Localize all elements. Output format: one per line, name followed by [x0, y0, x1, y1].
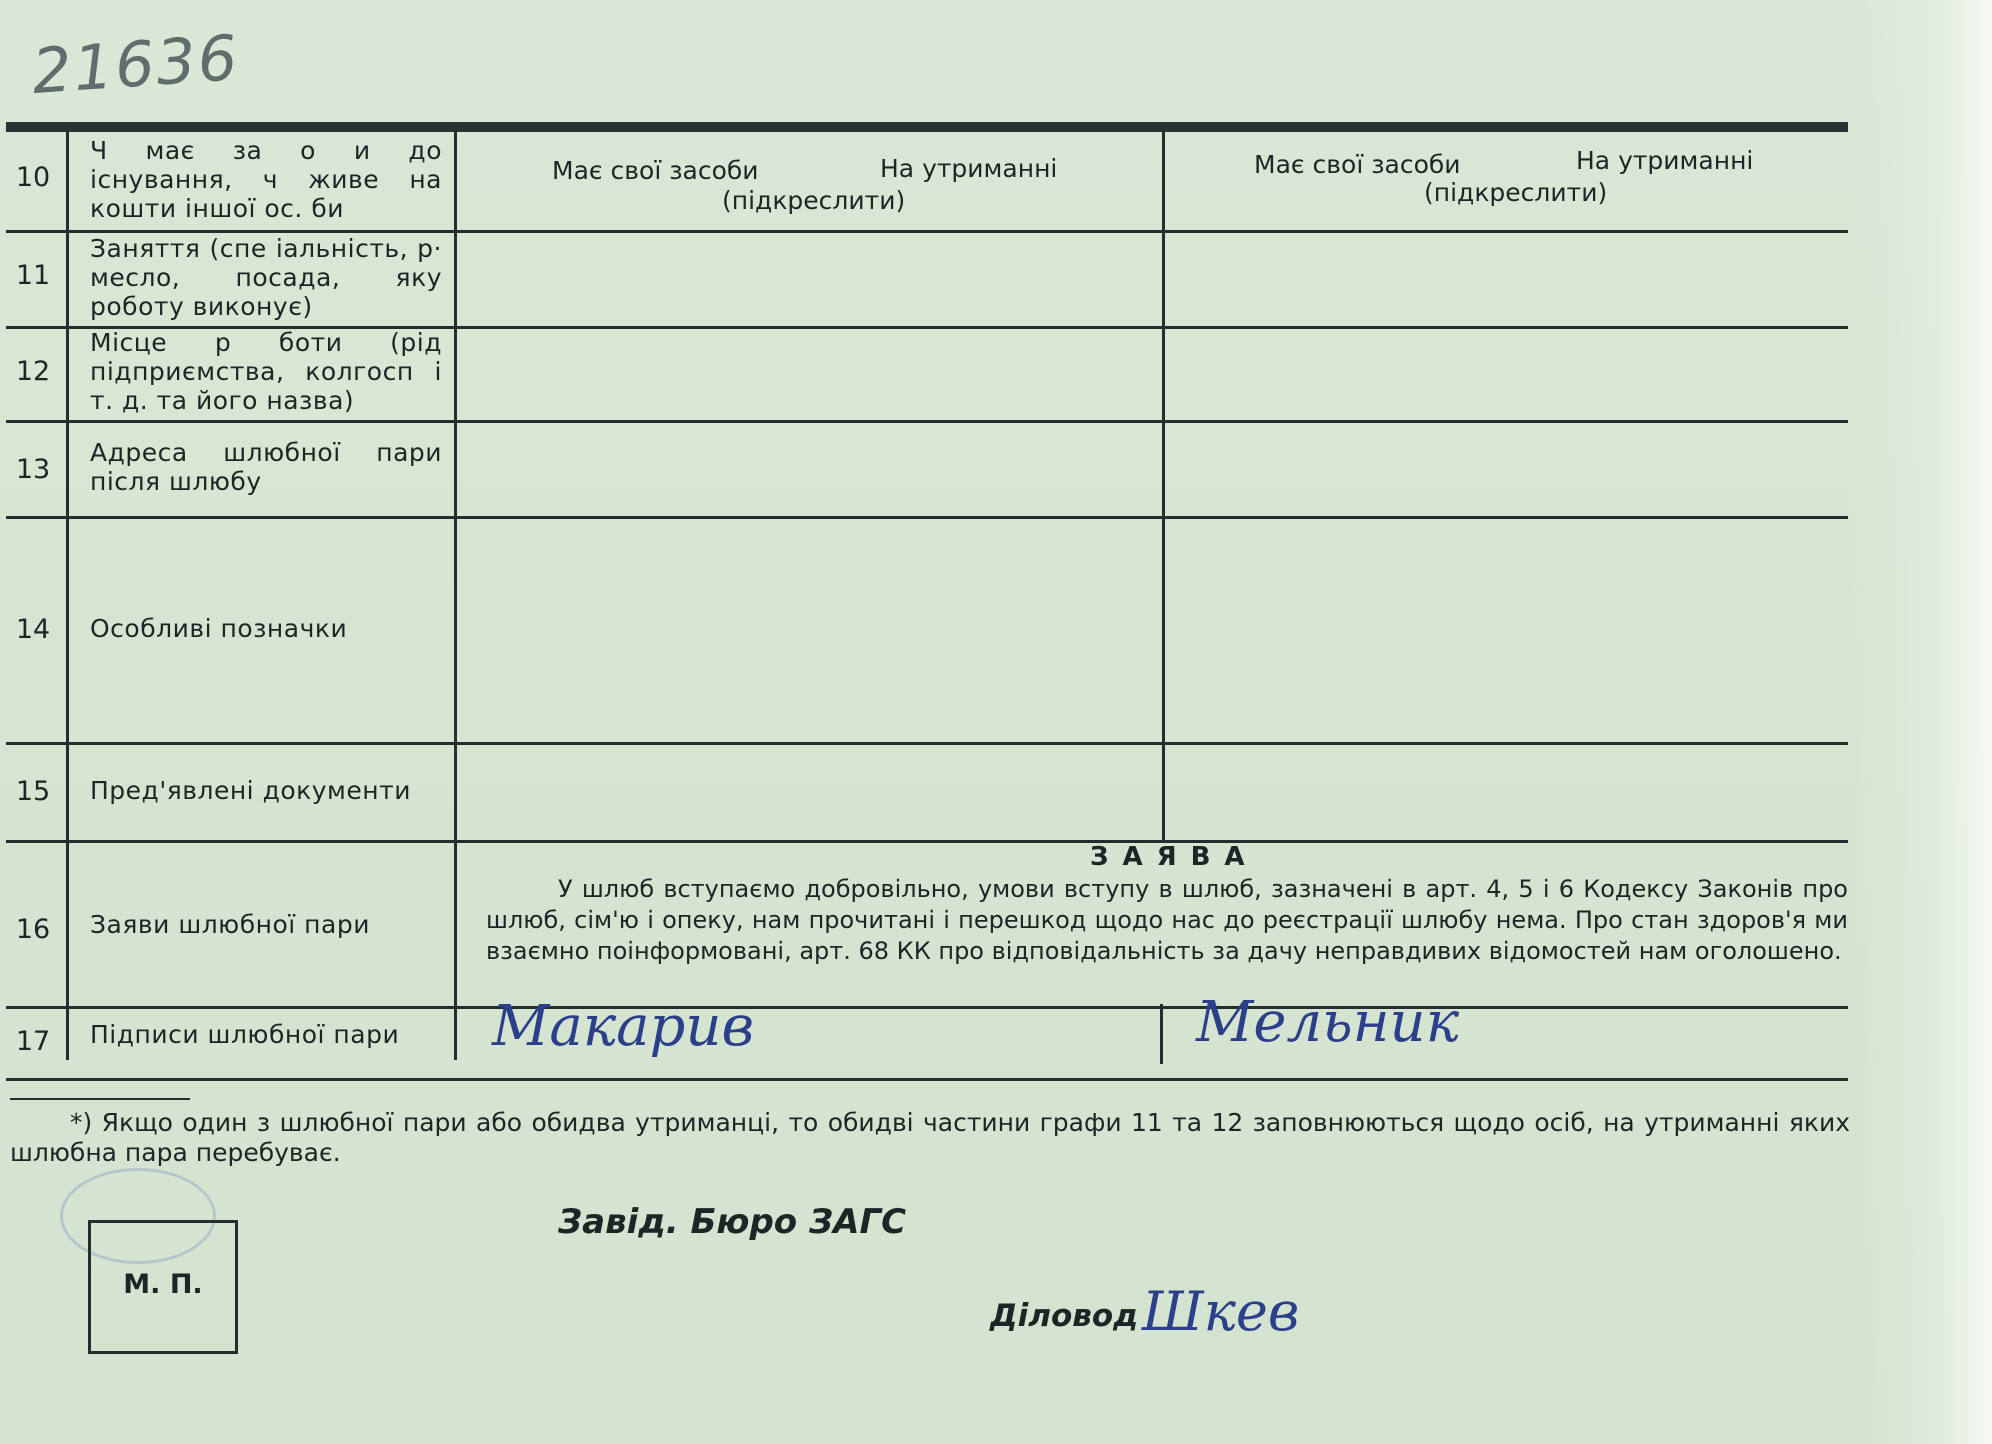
row-line-10	[6, 230, 1848, 233]
right-option-own-means: Має свої засоби	[1254, 150, 1461, 179]
row-label: Заяви шлюбної пари	[90, 910, 370, 939]
row-number: 11	[15, 260, 51, 291]
row-label: Підписи шлюбної пари	[90, 1020, 400, 1049]
row-number: 15	[15, 776, 51, 807]
right-option-dependent: На утриманні	[1576, 146, 1754, 175]
left-option-own-means: Має свої засоби	[552, 156, 759, 185]
col-divider-label	[454, 130, 457, 1060]
left-option-dependent: На утриманні	[880, 154, 1058, 183]
col-divider-signatures	[1160, 1004, 1163, 1064]
row-line-17	[6, 1078, 1848, 1081]
top-border	[6, 122, 1848, 132]
row-label: Особливі позначки	[90, 614, 348, 643]
seal-place-box	[88, 1220, 238, 1354]
row-number: 10	[15, 162, 51, 193]
signature-right: Мельник	[1196, 990, 1460, 1055]
row-number: 14	[15, 614, 51, 645]
row-label: Пред'явлені документи	[90, 776, 411, 805]
clerk-signature: Шкев	[1142, 1280, 1300, 1343]
col-divider-parties	[1162, 130, 1165, 840]
row-line-13	[6, 516, 1848, 519]
row-line-16	[6, 1006, 1848, 1009]
statement-text: У шлюб вступаємо добровільно, умови вступу в шлюб, зазначені в арт. 4, 5 і 6 Кодексу Законів про шлюб, сім'ю і опеку, нам прочитані і перешкод щодо нас до реєстрації шлюбу нема. Про стан здоров'я ми взаємно поінформовані, арт. 68 КК про відповідальність за дачу неправдивих відомостей нам оголошено.	[486, 875, 1848, 965]
row-label: Адреса шлюбної пари після шлюбу	[90, 438, 442, 496]
registry-head-label: Завід. Бюро ЗАГС	[558, 1202, 907, 1242]
row-number: 13	[15, 454, 51, 485]
signature-left: Макарив	[492, 994, 755, 1059]
row-label: Заняття (спе іальність, р· месло, посада, яку роботу виконує)	[90, 234, 442, 321]
seal-place-label: М. П.	[123, 1269, 203, 1300]
row-number: 17	[15, 1026, 51, 1057]
statement-title: ЗАЯВА	[1090, 842, 1259, 872]
right-underline-note: (підкреслити)	[1424, 178, 1608, 207]
row-label: Ч має за о и до існування, ч живе на кошти іншої ос. би	[90, 136, 442, 223]
footnote-rule	[10, 1098, 190, 1100]
clerk-label: Діловод	[990, 1298, 1139, 1334]
row-number: 12	[15, 356, 51, 387]
footnote: *) Якщо один з шлюбної пари або обидва утриманці, то обидві частини графи 11 та 12 заповнюються щодо осіб, на утриманні яких шлюбна пара перебуває.	[10, 1108, 1850, 1167]
left-underline-note: (підкреслити)	[722, 186, 906, 215]
row-line-15	[6, 840, 1848, 843]
torn-right-edge	[1852, 0, 1992, 1444]
archive-number: 21636	[29, 20, 242, 109]
row-line-12	[6, 420, 1848, 423]
col-divider-num	[66, 130, 69, 1060]
row-label: Місце р боти (рід підприємства, колгосп і т. д. та його назва)	[90, 328, 442, 415]
row-number: 16	[15, 914, 51, 945]
row-line-14	[6, 742, 1848, 745]
